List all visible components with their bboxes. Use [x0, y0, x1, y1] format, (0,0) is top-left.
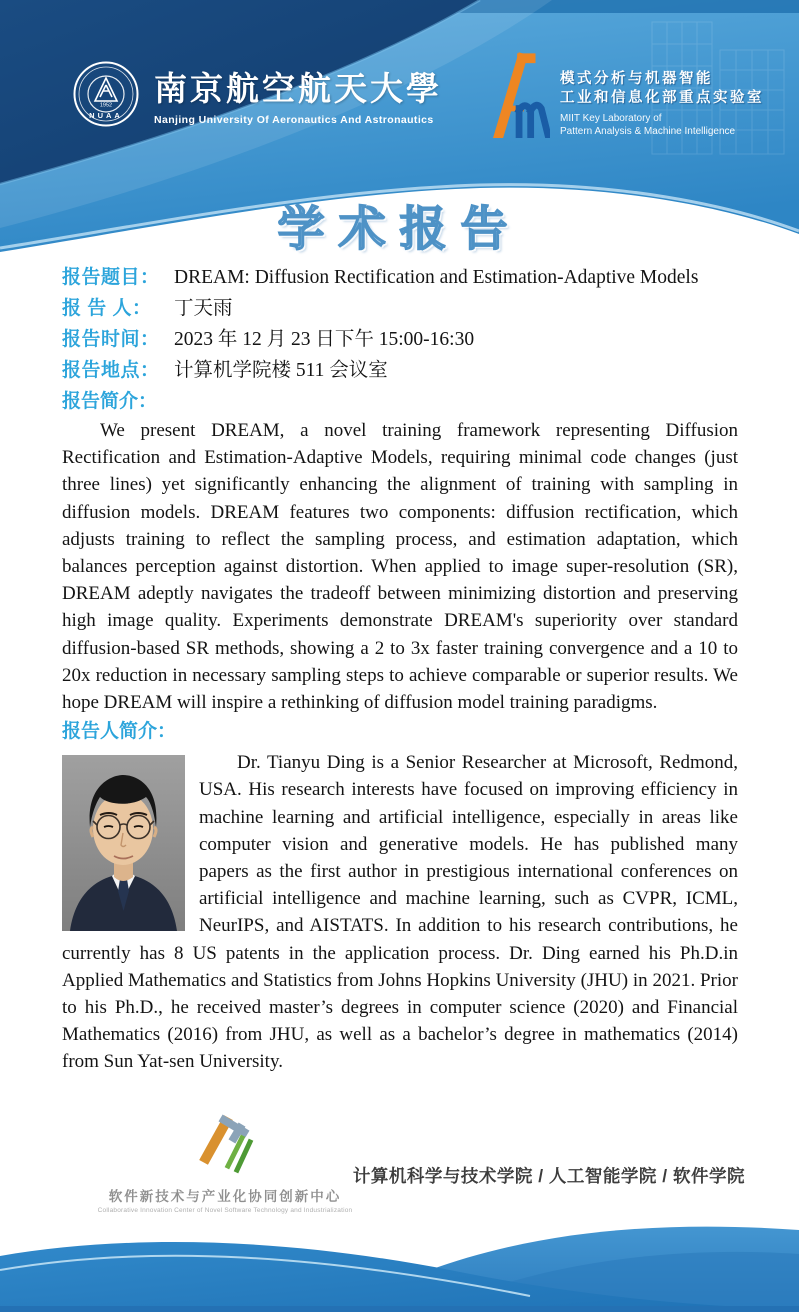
- university-identity: [72, 60, 442, 128]
- speaker-photo: [62, 755, 185, 931]
- footer-departments: 计算机科学与技术学院 / 人工智能学院 / 软件学院: [352, 1166, 745, 1186]
- lab-name-zh-line1: 模式分析与机器智能: [560, 71, 713, 87]
- bio-paragraph: Dr. Tianyu Ding is a Senior Researcher at Microsoft, Redmond, USA. His research interests have focused on improving efficiency in machine learning and artificial intelligence, especially in areas like computer vision and generative models. He has published many papers as the first author in prestigious international conferences on artificial intelligence and machine learning, such as CVPR, ICML, NeurIPS, and AISTATS. In addition to his research contributions, he currently has 8 US patents in the application process. Dr. Ding earned his Ph.D.in Applied Mathematics and Statistics from Johns Hopkins University (JHU) in 2021. Prior to his Ph.D., he received master’s degrees in computer science (2020) and Financial Mathematics (2016) from JHU, as well as a bachelor’s degree in mathematics (2014) from Sun Yat-sen University.: [62, 752, 738, 1073]
- field-value-speaker: 丁天雨: [174, 298, 233, 319]
- footer-wave-graphic: [0, 1210, 799, 1312]
- innovation-center-name-zh: 软件新技术与产业化协同创新中心: [108, 1189, 342, 1204]
- lab-name-en-line1: MIIT Key Laboratory of: [560, 113, 662, 124]
- field-label-location: 报告地点：: [62, 360, 160, 381]
- abstract-paragraph: We present DREAM, a novel training framework representing Diffusion Rectification and Estimation-Adaptive Models, requiring minimal code changes (just three lines) yet significantly enhancing the alignment of training with sampling in diffusion models. DREAM features two components: diffusion rectification, which adjusts training to reflect the sampling process, and estimation adaptation, which balances perception against distortion. When applied to image super-resolution (SR), DREAM adeptly navigates the tradeoff between minimizing distortion and preserving high image quality. Experiments demonstrate DREAM's superiority over standard diffusion-based SR methods, showing a 2 to 3x faster training convergence and a 10 to 20x reduction in necessary sampling steps to achieve comparable or superior results. We hope DREAM will inspire a rethinking of diffusion model training paradigms.: [62, 420, 738, 714]
- field-row-location: [62, 355, 738, 386]
- field-label-time: 报告时间：: [62, 329, 160, 350]
- main-content: [62, 262, 738, 1076]
- university-name-zh: 南京航空航天大學: [154, 71, 442, 108]
- field-value-title: DREAM: Diffusion Rectification and Estimation-Adaptive Models: [174, 267, 699, 288]
- svg-text:1952: 1952: [99, 102, 113, 109]
- university-name-en: Nanjing University Of Aeronautics And Astronautics: [154, 113, 434, 126]
- lab-name-zh-line2: 工业和信息化部重点实验室: [560, 90, 764, 106]
- lab-name-en-line2: Pattern Analysis & Machine Intelligence: [560, 126, 736, 137]
- lab-identity: [492, 52, 764, 138]
- field-value-time: 2023 年 12 月 23 日下午 15:00-16:30: [174, 329, 475, 350]
- svg-text:NUAA: NUAA: [89, 111, 123, 120]
- field-label-speaker: 报 告 人：: [62, 298, 152, 319]
- innovation-center-logo-icon: [188, 1112, 262, 1178]
- page-title: 学术报告: [277, 202, 522, 255]
- innovation-center-name-en: Collaborative Innovation Center of Novel Software Technology and Industrialization: [97, 1207, 353, 1214]
- university-seal-icon: [72, 60, 140, 128]
- innovation-center-block: [70, 1112, 380, 1214]
- bio-section-label: 报告人简介：: [62, 721, 177, 743]
- bio-block: [62, 749, 738, 1075]
- abstract-section-label: 报告简介：: [62, 391, 158, 412]
- field-value-location: 计算机学院楼 511 会议室: [174, 360, 388, 381]
- field-row-title: [62, 262, 738, 293]
- field-row-time: [62, 324, 738, 355]
- header-banner: [0, 0, 799, 258]
- lab-name-en: [560, 112, 764, 138]
- speaker-portrait-graphic: [62, 755, 185, 931]
- pami-lab-logo-icon: [492, 52, 550, 138]
- field-row-speaker: [62, 293, 738, 324]
- field-label-title: 报告题目：: [62, 267, 160, 288]
